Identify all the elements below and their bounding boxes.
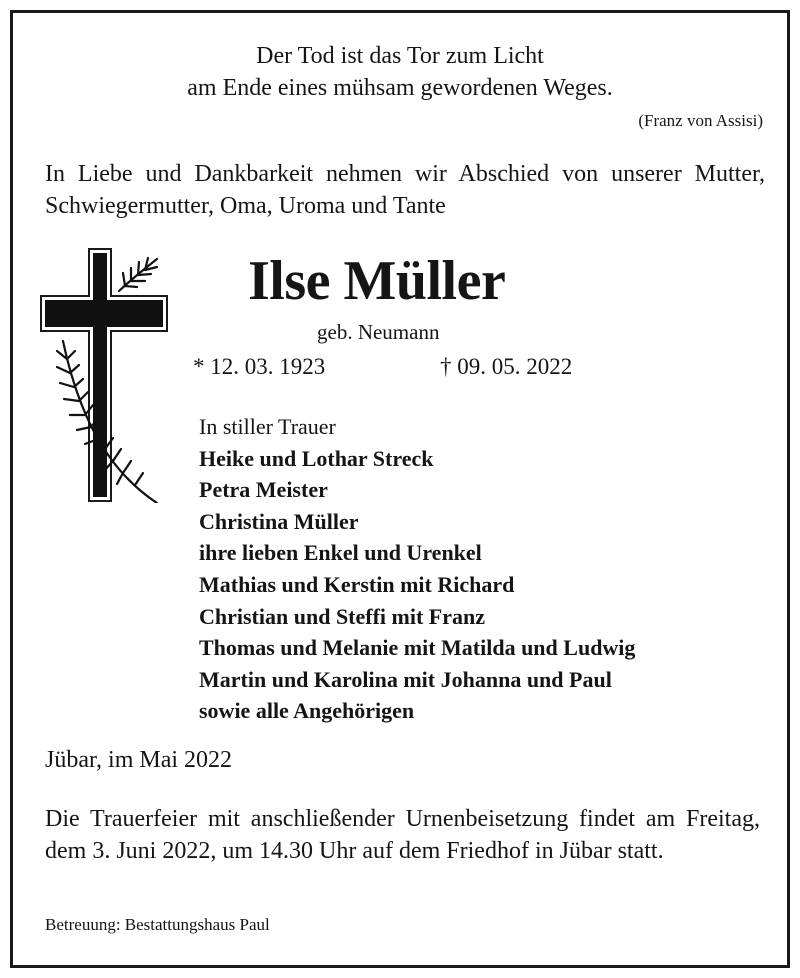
mourner-name: sowie alle Angehörigen: [199, 698, 415, 724]
mourner-name: Mathias und Kerstin mit Richard: [199, 571, 515, 597]
cross-with-palm-branch-icon: [39, 241, 171, 503]
undertaker-credit: Betreuung: Bestattungshaus Paul: [45, 915, 270, 934]
mourner-name: Thomas und Melanie mit Matilda und Ludwig: [199, 635, 636, 661]
mourners-heading: In stiller Trauer: [199, 414, 336, 439]
mourner-name: Heike und Lothar Streck: [199, 445, 434, 471]
place-date: Jübar, im Mai 2022: [45, 747, 233, 773]
mourner-name: Martin und Karolina mit Johanna und Paul: [199, 666, 612, 692]
quote-source: (Franz von Assisi): [638, 111, 763, 130]
death-date: † 09. 05. 2022: [440, 354, 573, 379]
intro-text: In Liebe und Dankbarkeit nehmen wir Abschied von unserer Mutter, Schwiegermutter, Oma, Uroma und Tante: [45, 161, 765, 219]
mourners-list: [199, 411, 635, 727]
service-info: Die Trauerfeier mit anschließender Urnenbeisetzung findet am Freitag, dem 3. Juni 2022, um 14.30 Uhr auf dem Friedhof in Jübar statt.: [45, 806, 760, 864]
mourner-name: Christina Müller: [199, 508, 359, 534]
quote-line-2: am Ende eines mühsam gewordenen Weges.: [187, 75, 613, 101]
birth-date: * 12. 03. 1923: [193, 354, 326, 379]
mourner-name: ihre lieben Enkel und Urenkel: [199, 540, 482, 566]
mourner-name: Christian und Steffi mit Franz: [199, 603, 485, 629]
obituary-notice: [10, 10, 790, 968]
quote-line-1: Der Tod ist das Tor zum Licht: [256, 43, 544, 69]
mourner-name: Petra Meister: [199, 477, 328, 503]
deceased-name: Ilse Müller: [248, 250, 506, 312]
birth-name: geb. Neumann: [317, 320, 440, 344]
